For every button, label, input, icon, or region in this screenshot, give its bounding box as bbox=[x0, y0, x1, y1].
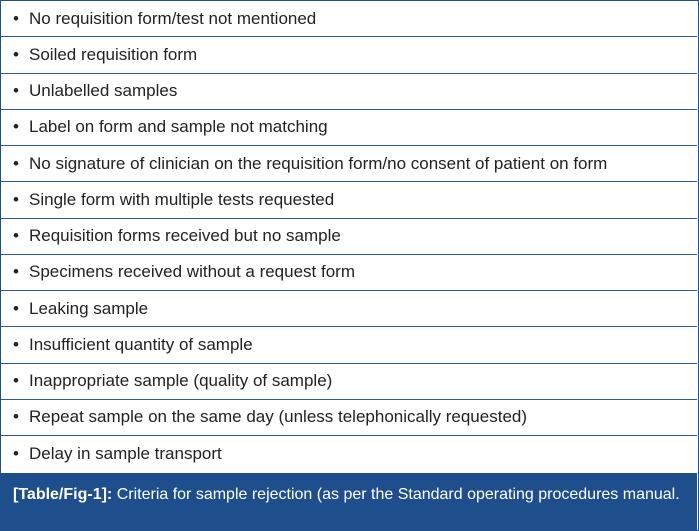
criteria-table bbox=[1, 1, 697, 472]
bullet-icon: • bbox=[13, 371, 19, 391]
bullet-icon: • bbox=[13, 189, 19, 209]
row-text: No requisition form/test not mentioned bbox=[29, 8, 317, 28]
table-row bbox=[1, 364, 697, 400]
bullet-icon: • bbox=[13, 153, 19, 173]
row-text: Leaking sample bbox=[29, 298, 149, 318]
figure-caption bbox=[1, 473, 697, 530]
row-text: Soiled requisition form bbox=[29, 44, 198, 64]
bullet-icon: • bbox=[13, 44, 19, 64]
bullet-icon: • bbox=[13, 407, 19, 427]
table-row bbox=[1, 146, 697, 182]
bullet-icon: • bbox=[13, 298, 19, 318]
table-row bbox=[1, 37, 697, 73]
table-row bbox=[1, 327, 697, 363]
row-text: Insufficient quantity of sample bbox=[29, 334, 253, 354]
bullet-icon: • bbox=[13, 226, 19, 246]
bullet-icon: • bbox=[13, 81, 19, 101]
bullet-icon: • bbox=[13, 334, 19, 354]
row-text: Specimens received without a request form bbox=[29, 262, 355, 282]
row-text: Repeat sample on the same day (unless telephonically requested) bbox=[29, 407, 528, 427]
table-row bbox=[1, 436, 697, 472]
row-text: Requisition forms received but no sample bbox=[29, 226, 341, 246]
table-row bbox=[1, 219, 697, 255]
caption-text: Criteria for sample rejection (as per the Standard operating procedures manual. bbox=[116, 486, 680, 503]
caption-tag: [Table/Fig-1]: bbox=[13, 486, 113, 503]
table-row bbox=[1, 74, 697, 110]
row-text: Delay in sample transport bbox=[29, 444, 222, 464]
table-row bbox=[1, 255, 697, 291]
table-row bbox=[1, 1, 697, 37]
row-text: Inappropriate sample (quality of sample) bbox=[29, 371, 333, 391]
row-text: Label on form and sample not matching bbox=[29, 117, 328, 137]
bullet-icon: • bbox=[13, 117, 19, 137]
table-row bbox=[1, 400, 697, 436]
table-row bbox=[1, 110, 697, 146]
bullet-icon: • bbox=[13, 8, 19, 28]
row-text: Single form with multiple tests requested bbox=[29, 189, 335, 209]
table-row bbox=[1, 291, 697, 327]
bullet-icon: • bbox=[13, 444, 19, 464]
bullet-icon: • bbox=[13, 262, 19, 282]
row-text: No signature of clinician on the requisition form/no consent of patient on form bbox=[29, 153, 608, 173]
table-row bbox=[1, 182, 697, 218]
row-text: Unlabelled samples bbox=[29, 81, 178, 101]
